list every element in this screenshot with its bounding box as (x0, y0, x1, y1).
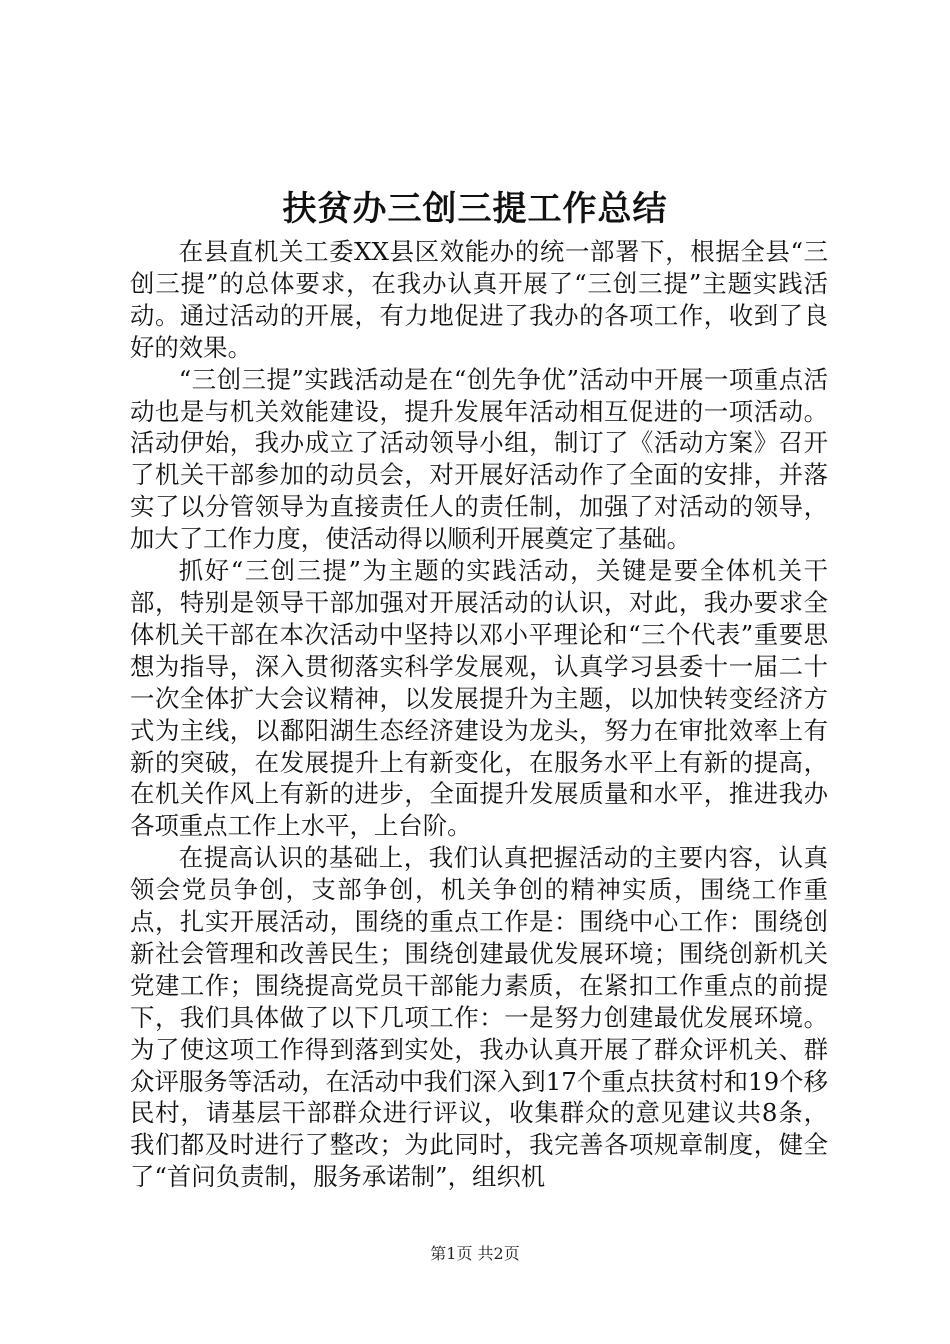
document-title: 扶贫办三创三提工作总结 (282, 189, 668, 229)
paragraph-1: 在县直机关工委XX县区效能办的统一部署下，根据全县“三创三提”的总体要求，在我办认真开展了“三创三提”主题实践活动。通过活动的开展，有力地促进了我办的各项工作，收到了良好的效果。 (130, 237, 828, 362)
paragraph-2: “三创三提”实践活动是在“创先争优”活动中开展一项重点活动也是与机关效能建设，提升发展年活动相互促进的一项活动。活动伊始，我办成立了活动领导小组，制订了《活动方案》召开了机关干部参加的动员会，对开展好活动作了全面的安排，并落实了以分管领导为直接责任人的责任制，加强了对活动的领导，加大了工作力度，使活动得以顺利开展奠定了基础。 (130, 364, 828, 554)
page-footer: 第1页 共2页 (430, 1244, 520, 1263)
paragraph-4: 在提高认识的基础上，我们认真把握活动的主要内容，认真领会党员争创，支部争创，机关争创的精神实质，围绕工作重点，扎实开展活动，围绕的重点工作是：围绕中心工作：围绕创新社会管理和改善民生；围绕创建最优发展环境；围绕创新机关党建工作；围绕提高党员干部能力素质，在紧扣工作重点的前提下，我们具体做了以下几项工作：一是努力创建最优发展环境。为了使这项工作得到落到实处，我办认真开展了群众评机关、群众评服务等活动，在活动中我们深入到17个重点扶贫村和19个移民村，请基层干部群众进行评议，收集群众的意见建议共8条，我们都及时进行了整改；为此同时，我完善各项规章制度，健全了“首问负责制，服务承诺制”，组织机 (130, 843, 828, 1192)
paragraph-3: 抓好“三创三提”为主题的实践活动，关键是要全体机关干部，特别是领导干部加强对开展活动的认识，对此，我办要求全体机关干部在本次活动中坚持以邓小平理论和“三个代表”重要思想为指导，深入贯彻落实科学发展观，认真学习县委十一届二十一次全体扩大会议精神，以发展提升为主题，以加快转变经济方式为主线，以鄱阳湖生态经济建设为龙头，努力在审批效率上有新的突破，在发展提升上有新变化，在服务水平上有新的提高，在机关作风上有新的进步，全面提升发展质量和水平，推进我办各项重点工作上水平，上台阶。 (130, 556, 828, 841)
document-body (130, 236, 828, 1193)
